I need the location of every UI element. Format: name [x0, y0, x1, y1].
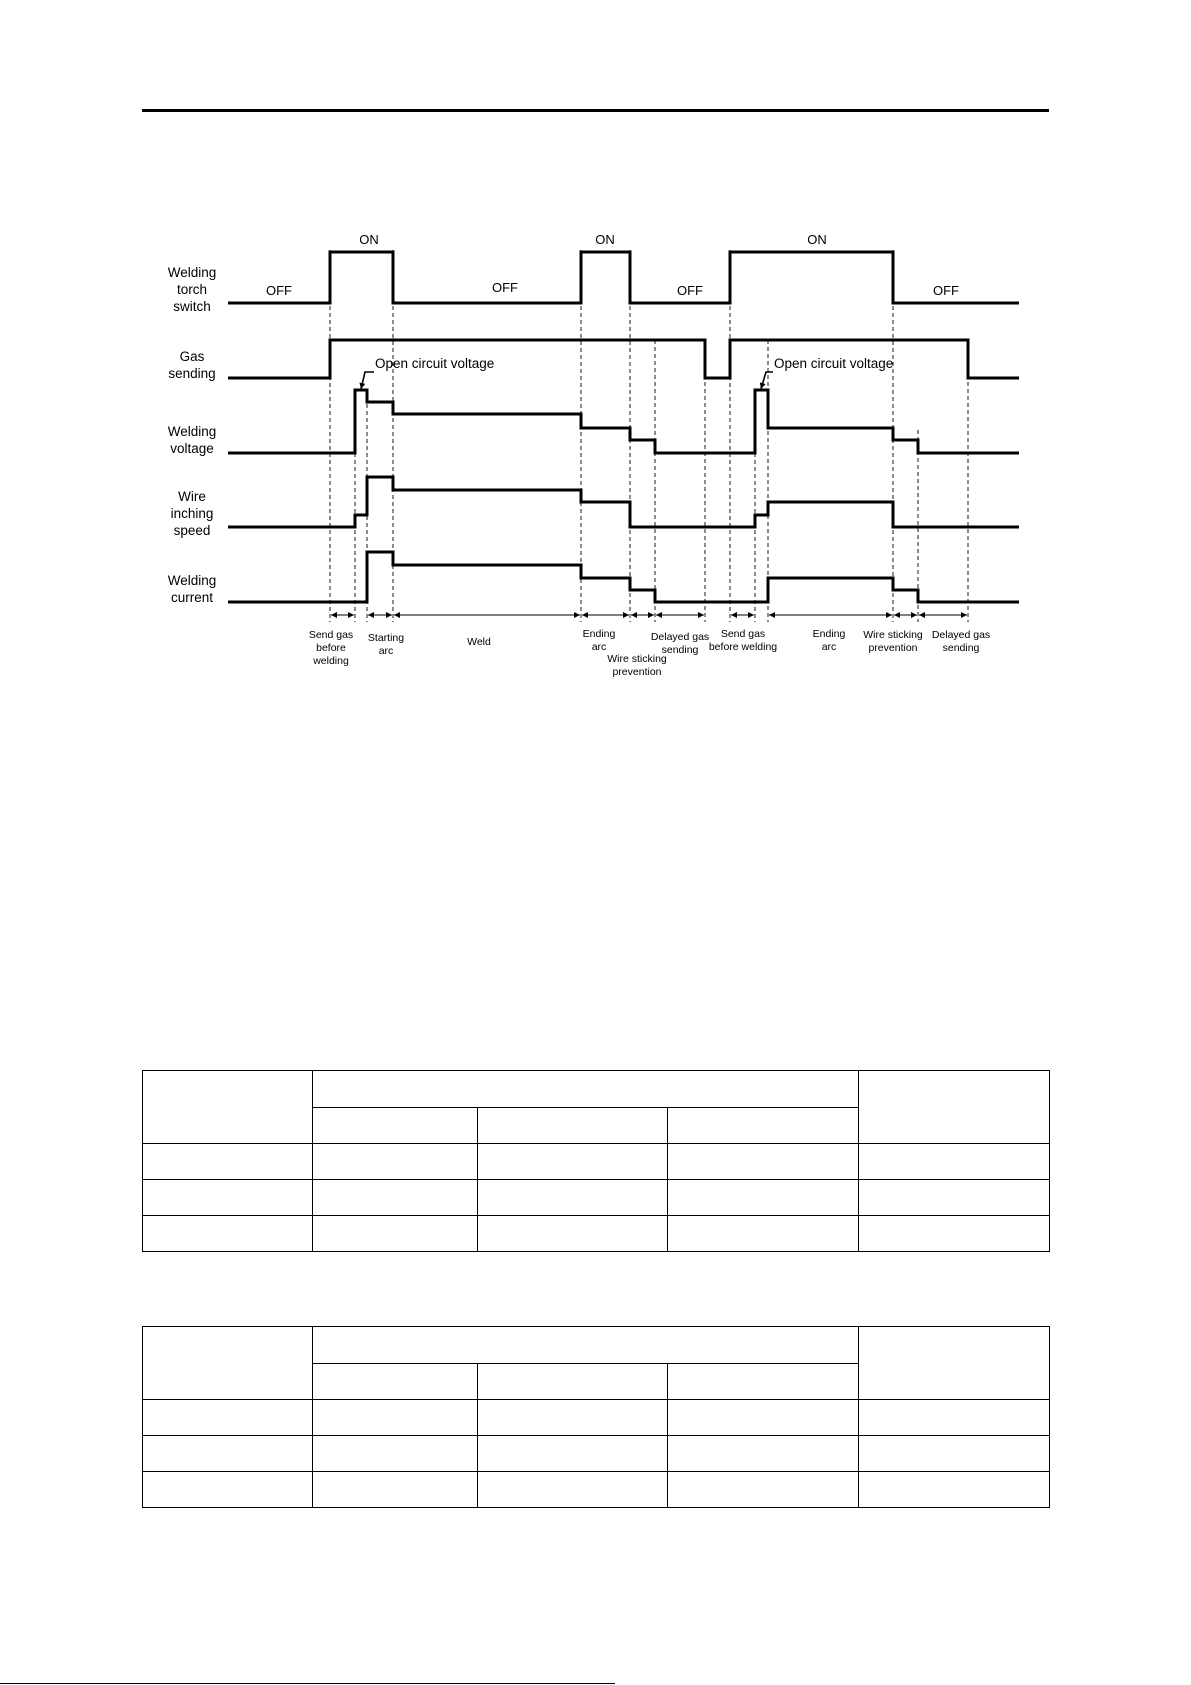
table-cell	[668, 1363, 859, 1400]
ocv-callouts	[361, 356, 893, 389]
table-row	[143, 1180, 1050, 1216]
table-header-row	[143, 1071, 1050, 1108]
phase-label-ending-arc: Ending arc	[812, 628, 846, 653]
table-cell	[313, 1327, 859, 1364]
table-cell	[668, 1107, 859, 1144]
welding-current-waveform	[228, 552, 1019, 602]
state-off: OFF	[492, 280, 518, 295]
state-off: OFF	[677, 283, 703, 298]
table-cell	[668, 1180, 859, 1216]
table-cell	[859, 1436, 1050, 1472]
gas-label: Gas sending	[168, 349, 216, 381]
table-cell	[859, 1144, 1050, 1180]
phase-label-delayed-gas: Delayed gas sending	[650, 631, 710, 656]
table-cell	[668, 1400, 859, 1436]
state-on: ON	[807, 232, 827, 247]
parameter-table-2	[142, 1326, 1050, 1508]
table-cell	[313, 1180, 478, 1216]
table-cell	[478, 1363, 668, 1400]
phase-label-wire-sticking: Wire sticking prevention	[607, 653, 667, 678]
phase-label-send-gas: Send gas before welding	[308, 629, 354, 667]
table-cell	[313, 1144, 478, 1180]
voltage-label: Welding voltage	[167, 424, 217, 456]
table-cell	[859, 1216, 1050, 1252]
table-cell	[313, 1216, 478, 1252]
table-cell	[143, 1400, 313, 1436]
table-cell	[859, 1472, 1050, 1508]
table-cell	[143, 1180, 313, 1216]
table-header-row	[143, 1327, 1050, 1364]
table-cell	[859, 1327, 1050, 1400]
table-cell	[313, 1071, 859, 1108]
table-cell	[668, 1436, 859, 1472]
table-cell	[478, 1107, 668, 1144]
table-cell	[668, 1216, 859, 1252]
table-row	[143, 1144, 1050, 1180]
phase-label-send-gas: Send gas before welding	[708, 628, 778, 653]
table-cell	[143, 1071, 313, 1144]
wire-label: Wire inching speed	[170, 489, 214, 538]
table-cell	[859, 1400, 1050, 1436]
state-on: ON	[359, 232, 379, 247]
current-label: Welding current	[167, 573, 217, 605]
phase-label-delayed-gas: Delayed gas sending	[931, 629, 991, 654]
table-cell	[478, 1180, 668, 1216]
state-off: OFF	[933, 283, 959, 298]
table-cell	[668, 1472, 859, 1508]
table-cell	[313, 1436, 478, 1472]
table-cell	[668, 1144, 859, 1180]
table-row	[143, 1436, 1050, 1472]
table-cell	[313, 1472, 478, 1508]
welding-timing-diagram	[0, 0, 1191, 700]
parameter-table-1	[142, 1070, 1050, 1252]
table-cell	[478, 1216, 668, 1252]
table-cell	[478, 1400, 668, 1436]
footer-rule	[0, 1683, 615, 1684]
table-cell	[313, 1107, 478, 1144]
torch-label: Welding torch switch	[167, 265, 217, 314]
table-cell	[143, 1216, 313, 1252]
state-on: ON	[595, 232, 615, 247]
phase-label-ending-arc: Ending arc	[582, 628, 616, 653]
table-cell	[143, 1436, 313, 1472]
table-cell	[143, 1144, 313, 1180]
table-cell	[143, 1327, 313, 1400]
phase-labels	[309, 628, 990, 678]
ocv-callout-text: Open circuit voltage	[774, 356, 894, 371]
welding-voltage-waveform	[228, 390, 1019, 453]
table-cell	[313, 1363, 478, 1400]
state-labels	[266, 232, 959, 298]
state-off: OFF	[266, 283, 292, 298]
signal-labels	[168, 265, 217, 605]
table-row	[143, 1472, 1050, 1508]
ocv-callout-text: Open circuit voltage	[375, 356, 495, 371]
gas-sending-waveform	[228, 340, 1019, 378]
table-row	[143, 1400, 1050, 1436]
phase-label-weld: Weld	[467, 636, 491, 648]
phase-label-starting-arc: Starting arc	[367, 632, 405, 657]
table-cell	[859, 1071, 1050, 1144]
table-cell	[313, 1400, 478, 1436]
table-cell	[143, 1472, 313, 1508]
torch-switch-waveform	[228, 252, 1019, 303]
table-cell	[478, 1472, 668, 1508]
phase-label-wire-sticking: Wire sticking prevention	[863, 629, 923, 654]
wire-speed-waveform	[228, 477, 1019, 527]
table-cell	[859, 1180, 1050, 1216]
table-row	[143, 1216, 1050, 1252]
table-cell	[478, 1436, 668, 1472]
table-cell	[478, 1144, 668, 1180]
